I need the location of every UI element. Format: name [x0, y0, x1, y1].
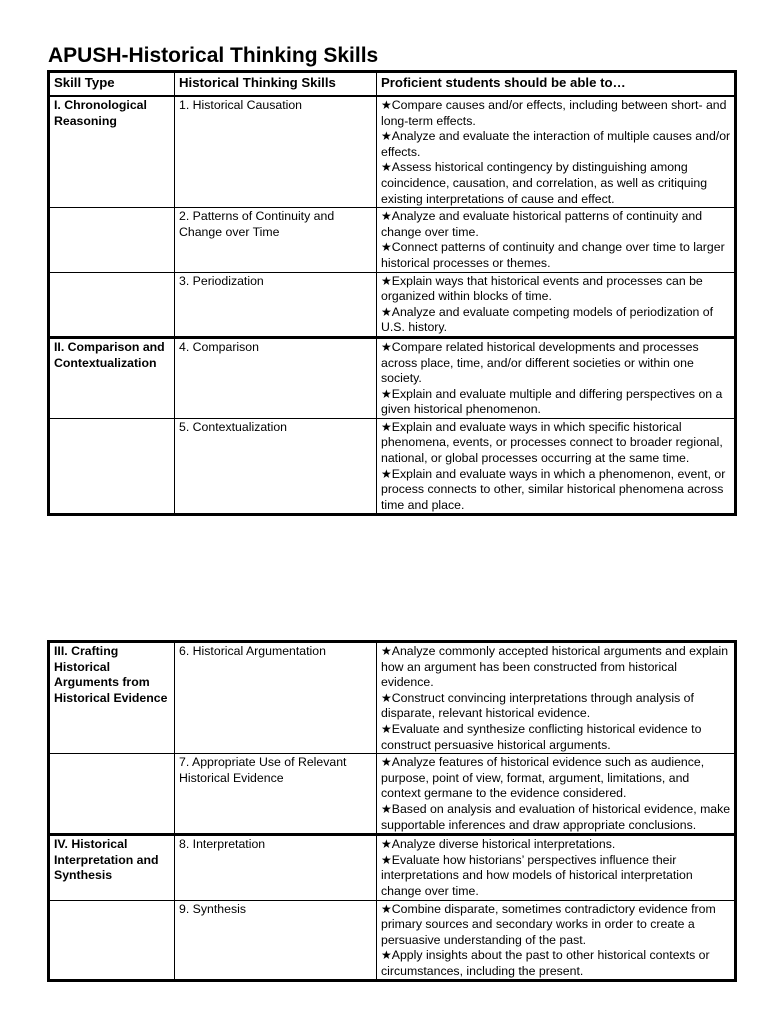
proficiency-text: Evaluate how historians’ perspectives influence their interpretations and how models of historical interpretation change over time.: [381, 852, 693, 898]
proficiency-text: Compare causes and/or effects, including between short- and long-term effects.: [381, 98, 727, 128]
proficiency-text: Construct convincing interpretations through analysis of disparate, relevant historical evidence.: [381, 690, 694, 721]
star-icon: ★: [381, 948, 392, 963]
proficiency-bullet: [381, 644, 731, 691]
skill-name-cell: 8. Interpretation: [175, 835, 377, 900]
proficiency-text: Analyze features of historical evidence such as audience, purpose, point of view, format, argument, limitations, and context germane to the evidence considered.: [381, 755, 705, 801]
proficiency-bullet: [381, 274, 731, 305]
proficiency-bullet: [381, 837, 731, 853]
skill-name-cell: 6. Historical Argumentation: [175, 642, 377, 754]
star-icon: ★: [381, 240, 392, 255]
header-skill-type: Skill Type: [49, 72, 175, 97]
skill-type-empty-cell: [49, 272, 175, 337]
skill-type-cell: IV. Historical Interpretation and Synthesis: [49, 835, 175, 900]
proficiency-cell: [377, 642, 736, 754]
proficiency-text: Evaluate and synthesize conflicting historical evidence to construct persuasive historical arguments.: [381, 721, 702, 752]
table-row: [49, 272, 736, 337]
skill-name-cell: 7. Appropriate Use of Relevant Historical Evidence: [175, 754, 377, 835]
proficiency-text: Apply insights about the past to other historical contexts or circumstances, including the present.: [381, 948, 710, 978]
proficiency-cell: [377, 337, 736, 418]
proficiency-bullet: [381, 722, 731, 753]
skill-name-cell: 3. Periodization: [175, 272, 377, 337]
skills-table-2: [47, 640, 737, 982]
proficiency-text: Combine disparate, sometimes contradictory evidence from primary sources and secondary works in order to create a persuasive understanding of the past.: [381, 901, 716, 947]
proficiency-text: Explain ways that historical events and processes can be organized within blocks of time.: [381, 273, 703, 304]
proficiency-text: Analyze and evaluate historical patterns of continuity and change over time.: [381, 209, 703, 239]
star-icon: ★: [381, 801, 392, 816]
proficiency-cell: [377, 835, 736, 900]
star-icon: ★: [381, 466, 392, 481]
proficiency-text: Based on analysis and evaluation of historical evidence, make supportable inferences and draw appropriate conclusions.: [381, 801, 731, 832]
proficiency-cell: [377, 900, 736, 981]
star-icon: ★: [381, 721, 392, 736]
proficiency-cell: [377, 272, 736, 337]
header-skills: Historical Thinking Skills: [175, 72, 377, 97]
skills-table-2-body: [49, 642, 736, 981]
star-icon: ★: [381, 690, 392, 705]
proficiency-cell: [377, 418, 736, 515]
proficiency-bullet: [381, 305, 731, 336]
table-row: [49, 835, 736, 900]
proficiency-text: Analyze and evaluate competing models of periodization of U.S. history.: [381, 304, 714, 335]
star-icon: ★: [381, 419, 392, 434]
skill-type-empty-cell: [49, 418, 175, 515]
star-icon: ★: [381, 644, 392, 658]
table-header-row: [49, 72, 736, 97]
proficiency-bullet: [381, 902, 731, 949]
proficiency-text: Explain and evaluate ways in which a phenomenon, event, or process connects to other, similar historical phenomena across time and place.: [381, 466, 726, 512]
star-icon: ★: [381, 755, 392, 770]
skill-type-empty-cell: [49, 754, 175, 835]
skill-type-cell: II. Comparison and Contextualization: [49, 337, 175, 418]
star-icon: ★: [381, 98, 392, 112]
star-icon: ★: [381, 837, 392, 852]
table-row: [49, 754, 736, 835]
table-row: [49, 418, 736, 515]
star-icon: ★: [381, 160, 392, 175]
proficiency-text: Analyze commonly accepted historical arguments and explain how an argument has been constructed from historical evidence.: [381, 644, 729, 690]
proficiency-bullet: [381, 240, 731, 271]
skill-type-empty-cell: [49, 900, 175, 981]
proficiency-bullet: [381, 853, 731, 900]
proficiency-text: Explain and evaluate multiple and differing perspectives on a given historical phenomenon.: [381, 386, 723, 417]
proficiency-text: Assess historical contingency by distinguishing among coincidence, causation, and correlation, as well as critiquing existing interpretations of cause and effect.: [381, 160, 708, 206]
proficiency-bullet: [381, 420, 731, 467]
skill-name-cell: 5. Contextualization: [175, 418, 377, 515]
proficiency-bullet: [381, 98, 731, 129]
star-icon: ★: [381, 129, 392, 144]
proficiency-bullet: [381, 802, 731, 833]
proficiency-cell: [377, 208, 736, 272]
star-icon: ★: [381, 852, 392, 867]
skill-name-cell: 1. Historical Causation: [175, 96, 377, 208]
skill-type-empty-cell: [49, 208, 175, 272]
star-icon: ★: [381, 386, 392, 401]
star-icon: ★: [381, 273, 392, 288]
proficiency-bullet: [381, 160, 731, 207]
proficiency-bullet: [381, 948, 731, 979]
table-row: [49, 208, 736, 272]
proficiency-text: Compare related historical developments and processes across place, time, and/or different societies or within one society.: [381, 339, 699, 386]
proficiency-text: Analyze and evaluate the interaction of multiple causes and/or effects.: [381, 129, 731, 159]
skill-type-cell: I. Chronological Reasoning: [49, 96, 175, 208]
proficiency-cell: [377, 754, 736, 835]
proficiency-bullet: [381, 387, 731, 418]
proficiency-bullet: [381, 209, 731, 240]
table-row: [49, 642, 736, 754]
skills-table-1: [47, 70, 737, 516]
proficiency-text: Analyze diverse historical interpretations.: [391, 837, 616, 852]
skill-name-cell: 9. Synthesis: [175, 900, 377, 981]
star-icon: ★: [381, 304, 392, 319]
skill-name-cell: 2. Patterns of Continuity and Change over Time: [175, 208, 377, 272]
table-row: [49, 96, 736, 208]
proficiency-bullet: [381, 340, 731, 387]
proficiency-bullet: [381, 691, 731, 722]
skills-table-1-body: [49, 96, 736, 515]
table-row: [49, 900, 736, 981]
proficiency-text: Explain and evaluate ways in which specific historical phenomena, events, or processes connect to broader regional, national, or global processes occurring at the same time.: [381, 419, 723, 466]
skill-type-cell: III. Crafting Historical Arguments from Historical Evidence: [49, 642, 175, 754]
star-icon: ★: [381, 209, 392, 224]
proficiency-bullet: [381, 467, 731, 514]
skill-name-cell: 4. Comparison: [175, 337, 377, 418]
table-row: [49, 337, 736, 418]
star-icon: ★: [381, 339, 392, 354]
header-proficient: Proficient students should be able to…: [377, 72, 736, 97]
proficiency-text: Connect patterns of continuity and change over time to larger historical processes or themes.: [381, 240, 725, 270]
page-title: APUSH-Historical Thinking Skills: [48, 44, 379, 67]
proficiency-cell: [377, 96, 736, 208]
proficiency-bullet: [381, 129, 731, 160]
star-icon: ★: [381, 901, 392, 916]
proficiency-bullet: [381, 755, 731, 802]
